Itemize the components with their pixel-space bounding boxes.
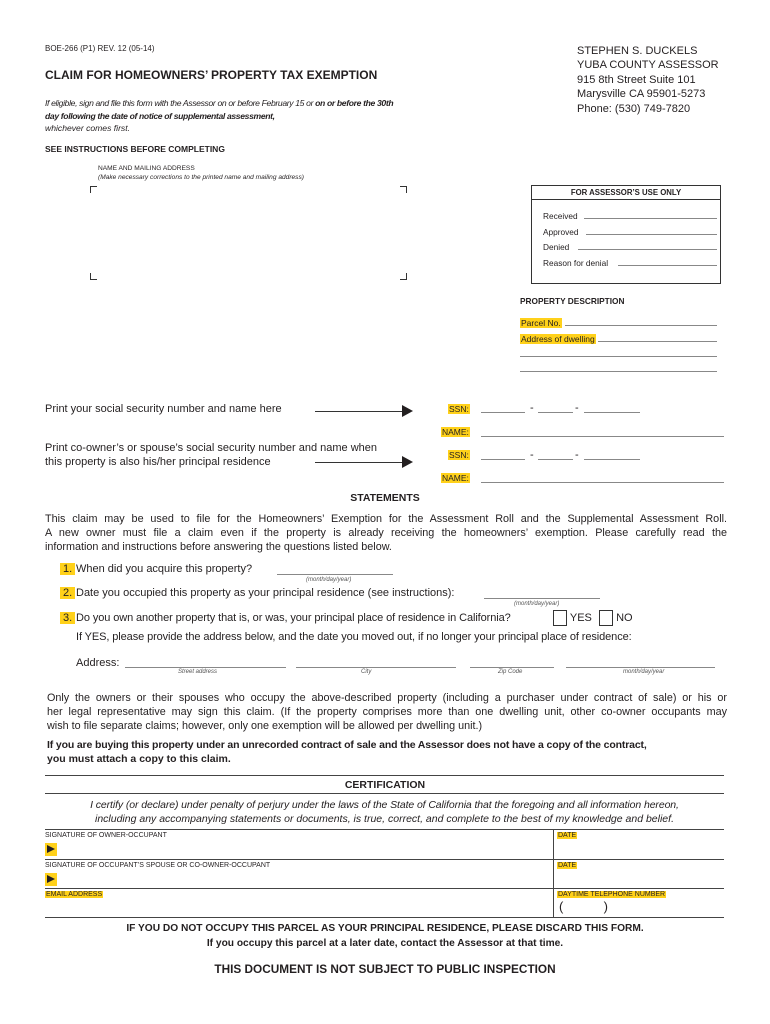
coowner-ssn-part2[interactable] bbox=[538, 459, 573, 460]
right-arrow-icon bbox=[315, 462, 403, 463]
assessor-use-header: FOR ASSESSOR’S USE ONLY bbox=[532, 186, 720, 200]
phone-field[interactable] bbox=[612, 901, 722, 915]
cert-top-rule bbox=[45, 775, 724, 776]
q3-text: Do you own another property that is, or was, your principal place of residence in California? bbox=[76, 612, 511, 624]
sig-rule-1 bbox=[45, 829, 724, 830]
para-line2: her legal representative may sign this claim. (If the property comprises more than one dwelling unit, other co-owner occupants may bbox=[47, 706, 727, 718]
sig-divider bbox=[553, 829, 554, 917]
address-street-field[interactable] bbox=[125, 667, 286, 668]
corner-bracket-icon bbox=[400, 186, 407, 193]
city-sub: City bbox=[361, 669, 372, 675]
owner-ssn-dash2: - bbox=[575, 402, 579, 414]
sig-owner-field[interactable] bbox=[60, 840, 550, 857]
owner-ssn-part2[interactable] bbox=[538, 412, 573, 413]
street-sub: Street address bbox=[178, 669, 218, 675]
zip-sub: Zip Code bbox=[498, 669, 523, 675]
q1-date-sub: (month/day/year) bbox=[306, 577, 352, 583]
address-label: Address: bbox=[76, 657, 120, 669]
q3-followup: If YES, please provide the address below, and the date you moved out, if no longer your principal place of residence: bbox=[76, 631, 632, 643]
dwelling-field-3[interactable] bbox=[520, 371, 717, 372]
sig-owner-date-label: DATE bbox=[558, 832, 577, 839]
footer-inspection: THIS DOCUMENT IS NOT SUBJECT TO PUBLIC INSPECTION bbox=[214, 962, 556, 976]
paren-close: ) bbox=[603, 899, 608, 914]
coowner-ssn-dash2: - bbox=[575, 449, 579, 461]
property-header: PROPERTY DESCRIPTION bbox=[520, 296, 625, 306]
address-zip-field[interactable] bbox=[470, 667, 554, 668]
owner-ssn-label: SSN: bbox=[449, 404, 469, 414]
para-line1: Only the owners or their spouses who occupy the above-described property (including a purchaser under contract of sale) or his or bbox=[47, 692, 727, 704]
coowner-ssn-part3[interactable] bbox=[584, 459, 640, 460]
eligibility-text bbox=[45, 97, 405, 135]
cert-text bbox=[45, 798, 724, 826]
q2-date-field[interactable] bbox=[484, 598, 600, 599]
contract-notice bbox=[47, 738, 727, 766]
form-title: CLAIM FOR HOMEOWNERS’ PROPERTY TAX EXEMPTION bbox=[45, 68, 378, 82]
q1-date-field[interactable] bbox=[277, 574, 393, 575]
mailing-address-area[interactable] bbox=[98, 192, 398, 272]
q2-date-sub: (month/day/year) bbox=[514, 601, 560, 607]
corner-bracket-icon bbox=[90, 186, 97, 193]
address-city-field[interactable] bbox=[296, 667, 456, 668]
footer-discard: IF YOU DO NOT OCCUPY THIS PARCEL AS YOUR PRINCIPAL RESIDENCE, PLEASE DISCARD THIS FORM. bbox=[126, 923, 644, 934]
form-id: BOE-266 (P1) REV. 12 (05-14) bbox=[45, 44, 155, 53]
sig-rule-2 bbox=[45, 859, 724, 860]
assessor-name: STEPHEN S. DUCKELS bbox=[577, 45, 698, 57]
footer-contact: If you occupy this parcel at a later date, contact the Assessor at that time. bbox=[206, 938, 564, 949]
mailing-note: (Make necessary corrections to the printed name and mailing address) bbox=[98, 174, 304, 181]
signers-paragraph bbox=[47, 691, 727, 733]
q3-number: 3. bbox=[60, 612, 75, 624]
intro-line1: This claim may be used to file for the Homeowners’ Exemption for the Assessment Roll and the Supplemental Assessment Roll. bbox=[45, 513, 727, 525]
intro-line3: information and instructions before answering the questions listed below. bbox=[45, 541, 392, 553]
sig-spouse-field[interactable] bbox=[60, 870, 550, 886]
approved-field[interactable] bbox=[586, 234, 717, 235]
approved-label: Approved bbox=[543, 227, 579, 237]
denied-label: Denied bbox=[543, 242, 570, 252]
dwelling-label: Address of dwelling bbox=[521, 334, 595, 344]
cert-line1: I certify (or declare) under penalty of perjury under the laws of the State of California that the foregoing and all information hereon, bbox=[90, 799, 679, 811]
denied-field[interactable] bbox=[578, 249, 717, 250]
address-date-field[interactable] bbox=[566, 667, 715, 668]
eligibility-part1: If eligible, sign and file this form with the Assessor on or before February 15 or bbox=[45, 98, 316, 108]
contract-line2: you must attach a copy to this claim. bbox=[47, 753, 231, 765]
yes-label: YES bbox=[569, 611, 592, 624]
coowner-prompt-line1: Print co-owner’s or spouse’s social security number and name when bbox=[45, 442, 377, 454]
reason-field[interactable] bbox=[618, 265, 717, 266]
owner-ssn-part1[interactable] bbox=[481, 412, 525, 413]
cert-header-rule bbox=[45, 793, 724, 794]
email-label: EMAIL ADDRESS bbox=[46, 891, 103, 898]
sig-spouse-label: SIGNATURE OF OCCUPANT’S SPOUSE OR CO-OWNER-OCCUPANT bbox=[45, 862, 271, 869]
date-sub: month/day/year bbox=[623, 669, 665, 675]
q3-yes-option bbox=[553, 610, 592, 626]
owner-name-field[interactable] bbox=[481, 436, 724, 437]
statements-intro bbox=[45, 512, 727, 554]
dwelling-field-2[interactable] bbox=[520, 356, 717, 357]
phone-label: DAYTIME TELEPHONE NUMBER bbox=[558, 891, 666, 898]
intro-line2: A new owner must file a claim even if the property is already receiving the homeowners’ exemption. Please carefully read the bbox=[45, 527, 727, 539]
contract-line1: If you are buying this property under an unrecorded contract of sale and the Assessor does not have a copy of the contract, bbox=[47, 739, 647, 751]
assessor-city: Marysville CA 95901-5273 bbox=[577, 88, 706, 101]
certification-header: CERTIFICATION bbox=[344, 779, 426, 791]
sig-rule-3 bbox=[45, 888, 724, 889]
q3-no-option bbox=[599, 610, 633, 626]
coowner-name-field[interactable] bbox=[481, 482, 724, 483]
reason-label: Reason for denial bbox=[543, 258, 609, 268]
sig-spouse-date-label: DATE bbox=[558, 862, 577, 869]
assessor-phone: Phone: (530) 749-7820 bbox=[577, 102, 691, 115]
owner-name-label: NAME: bbox=[442, 427, 469, 437]
corner-bracket-icon bbox=[400, 273, 407, 280]
yes-checkbox[interactable] bbox=[553, 610, 567, 626]
q2-number: 2. bbox=[60, 587, 75, 599]
eligibility-part2: on or before the 30th day following the date of notice of supplemental assessment, bbox=[45, 98, 394, 121]
see-instructions: SEE INSTRUCTIONS BEFORE COMPLETING bbox=[45, 144, 225, 154]
sig-spouse-date-field[interactable] bbox=[557, 872, 722, 886]
phone-area-code bbox=[559, 899, 608, 914]
coowner-name-label: NAME: bbox=[442, 473, 469, 483]
coowner-prompt-line2: this property is also his/her principal residence bbox=[45, 456, 271, 468]
q1-number: 1. bbox=[60, 563, 75, 575]
parcel-label: Parcel No. bbox=[521, 318, 561, 328]
coowner-ssn-dash1: - bbox=[530, 449, 534, 461]
parcel-field[interactable] bbox=[565, 325, 717, 326]
q2-text: Date you occupied this property as your principal residence (see instructions): bbox=[76, 587, 455, 599]
statements-header: STATEMENTS bbox=[350, 492, 420, 504]
signature-arrow-icon bbox=[45, 843, 57, 856]
right-arrow-icon bbox=[315, 411, 403, 412]
signature-arrow-icon bbox=[45, 873, 57, 886]
para-line3: wish to file separate claims; however, only one exemption will be allowed per dwelling unit.) bbox=[47, 720, 483, 732]
owner-ssn-dash1: - bbox=[530, 402, 534, 414]
sig-rule-4 bbox=[45, 917, 724, 918]
dwelling-field[interactable] bbox=[598, 341, 717, 342]
received-field[interactable] bbox=[584, 218, 717, 219]
owner-ssn-part3[interactable] bbox=[584, 412, 640, 413]
owner-ssn-prompt: Print your social security number and name here bbox=[45, 403, 282, 415]
sig-owner-label: SIGNATURE OF OWNER-OCCUPANT bbox=[45, 832, 167, 839]
assessor-office: YUBA COUNTY ASSESSOR bbox=[577, 59, 719, 72]
q1-text: When did you acquire this property? bbox=[76, 563, 253, 575]
cert-line2: including any accompanying statements or documents, is true, correct, and complete to the best of my knowledge and belief. bbox=[95, 813, 674, 825]
coowner-ssn-label: SSN: bbox=[449, 450, 469, 460]
paren-open: ( bbox=[559, 899, 564, 914]
received-label: Received bbox=[543, 211, 578, 221]
coowner-ssn-part1[interactable] bbox=[481, 459, 525, 460]
corner-bracket-icon bbox=[90, 273, 97, 280]
assessor-street: 915 8th Street Suite 101 bbox=[577, 73, 696, 86]
email-field[interactable] bbox=[45, 901, 550, 915]
no-label: NO bbox=[616, 611, 633, 624]
mailing-label: NAME AND MAILING ADDRESS bbox=[98, 165, 195, 172]
assessor-block bbox=[577, 44, 719, 116]
eligibility-part3: whichever comes first. bbox=[45, 123, 131, 133]
coowner-prompt bbox=[45, 441, 377, 469]
sig-owner-date-field[interactable] bbox=[557, 842, 722, 857]
no-checkbox[interactable] bbox=[599, 610, 613, 626]
